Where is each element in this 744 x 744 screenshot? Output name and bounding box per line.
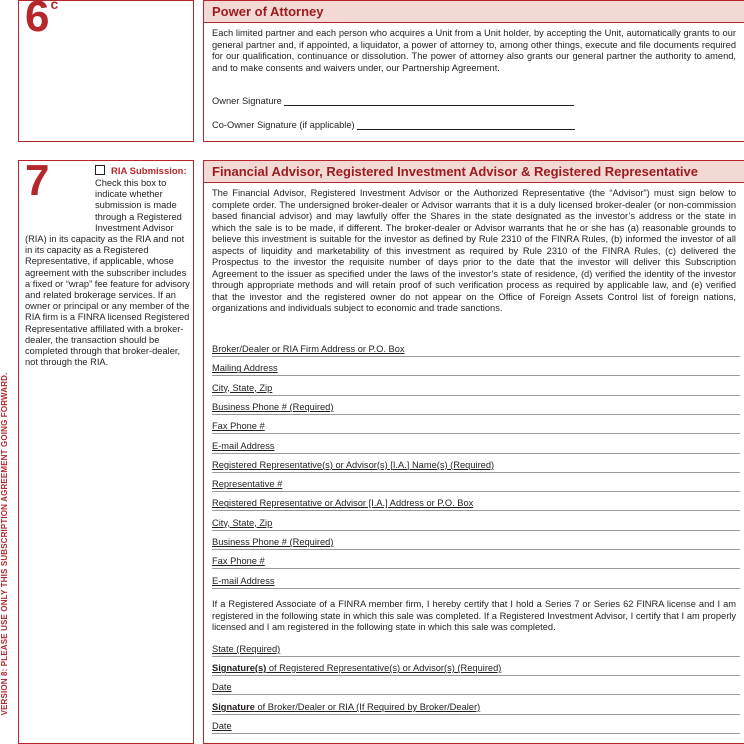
advisor-field-label: Mailing Address xyxy=(212,363,278,374)
advisor-field-row[interactable] xyxy=(212,537,740,550)
broker-dealer-signature-field[interactable]: Signature of Broker/Dealer or RIA (If Required by Broker/Dealer) xyxy=(212,702,740,715)
section-6-number: 6$^c$ xyxy=(25,0,59,41)
section-6-number-box xyxy=(18,0,194,142)
state-field[interactable]: State (Required) xyxy=(212,644,740,657)
advisor-field-row[interactable] xyxy=(212,479,740,492)
power-of-attorney-section xyxy=(203,0,744,142)
advisor-field-label: Business Phone # (Required) xyxy=(212,401,334,412)
advisor-field-label: Business Phone # (Required) xyxy=(212,537,334,547)
ria-submission-checkbox[interactable] xyxy=(95,165,105,175)
date-field-1[interactable]: Date xyxy=(212,682,740,695)
ria-submission-text: Check this box to indicate whether submission is made through a Registered Investment Advisor (RIA) in its capacity as the RIA and not in its capacity as a Registered Representative, if applicable, whose agreement with the subscriber includes a fixed or “wrap” fee feature for advisory and related brokerage services. If an owner or principal or any member of the RIA firm is a FINRA licensed Registered Representative affiliated with a broker-dealer, the transaction should be completed through that broker-dealer, not through the RIA. xyxy=(25,178,190,368)
section-7-title: Financial Advisor, Registered Investment Advisor & Registered Representative xyxy=(204,161,744,183)
advisor-field-row[interactable] xyxy=(212,518,740,531)
section-7-ria-box xyxy=(18,156,194,744)
advisor-field-label: E-mail Address xyxy=(212,440,275,451)
advisor-field-row[interactable] xyxy=(212,556,740,569)
certification-text: If a Registered Associate of a FINRA member firm, I hereby certify that I hold a Series 7 or Series 62 FINRA license and I am registered in the following state in which this sale was completed. If a Registered Investment Advisor, I certify that I am properly licensed and I am registered in the following state in which this sale was completed. xyxy=(212,599,736,633)
advisor-field-row[interactable] xyxy=(212,383,740,396)
advisor-field-label: City, State, Zip xyxy=(212,517,273,528)
representative-signature-field[interactable]: Signature(s) of Registered Representative(s) or Advisor(s) (Required) xyxy=(212,663,740,676)
advisor-section xyxy=(203,160,744,744)
advisor-field-label: City, State, Zip xyxy=(212,382,273,393)
date-field-2[interactable]: Date xyxy=(212,721,740,734)
advisor-warranty-text: The Financial Advisor, Registered Investment Advisor or the Authorized Representative (the “Advisor”) must sign below to complete order. The undersigned broker-dealer or Advisor warrants that it is a duly licensed broker-dealer (or non-commission based financial advisor) and may lawfully offer the Shares in the state designated as the investor’s address or the state in which the sale is to be made, if different. The broker-dealer or Advisor warrants that he or she has (a) reasonable grounds to believe this investment is suitable for the investor as defined by Rule 2310 of the FINRA Rules, (b) informed the investor of all aspects of liquidity and marketability of this investment as required by Rule 2310 of the FINRA Rules, (c) delivered the Prospectus to the investor the requisite number of days prior to the date that the investor will deliver this Subscription Agreement to the issuer as specified under the laws of the investor’s state of residence, (d) verified the identity of the investor through appropriate methods and will retain proof of such verification process as required by applicable law, and (e) verified that the investor and the registered owner do not appear on the Office of Foreign Assets Control list of foreign nations, organizations and individuals subject to economic and trade sanctions. xyxy=(212,188,736,313)
advisor-field-label: Registered Representative(s) or Advisor(s) [I.A.] Name(s) (Required) xyxy=(212,459,495,470)
section-7-number: 7 xyxy=(25,156,50,205)
ria-submission-text-wrap xyxy=(25,178,190,368)
version-side-note: VERSION 8: PLEASE USE ONLY THIS SUBSCRIPTION AGREEMENT GOING FORWARD. xyxy=(0,372,9,716)
coowner-signature-field[interactable]: Co-Owner Signature (if applicable) xyxy=(212,120,575,130)
ria-submission-heading: RIA Submission: xyxy=(95,165,187,177)
advisor-field-row[interactable] xyxy=(212,363,740,376)
advisor-field-row[interactable] xyxy=(212,460,740,473)
advisor-field-row[interactable] xyxy=(212,421,740,434)
owner-signature-field[interactable]: Owner Signature xyxy=(212,96,574,106)
advisor-field-row[interactable] xyxy=(212,576,740,589)
advisor-field-label: Broker/Dealer or RIA Firm Address or P.O. Box xyxy=(212,344,405,354)
advisor-field-row[interactable] xyxy=(212,441,740,454)
advisor-field-label: E-mail Address xyxy=(212,575,275,586)
advisor-field-row[interactable] xyxy=(212,344,740,357)
advisor-field-label: Fax Phone # xyxy=(212,421,265,432)
advisor-field-label: Registered Representative or Advisor [I.A.] Address or P.O. Box xyxy=(212,498,474,509)
power-of-attorney-text: Each limited partner and each person who acquires a Unit from a Unit holder, by accepting the Unit, automatically grants to our general partner and, if appointed, a liquidator, a power of attorney to, among other things, execute and file documents required for our qualification, continuance or dissolution. The power of attorney also grants our general partner the authority to amend, and to make consents and waivers under, our Partnership Agreement. xyxy=(212,28,736,73)
advisor-field-label: Fax Phone # xyxy=(212,556,265,567)
advisor-field-row[interactable] xyxy=(212,402,740,415)
advisor-field-label: Representative # xyxy=(212,479,283,490)
section-6-title: Power of Attorney xyxy=(204,1,744,23)
advisor-field-row[interactable] xyxy=(212,498,740,511)
